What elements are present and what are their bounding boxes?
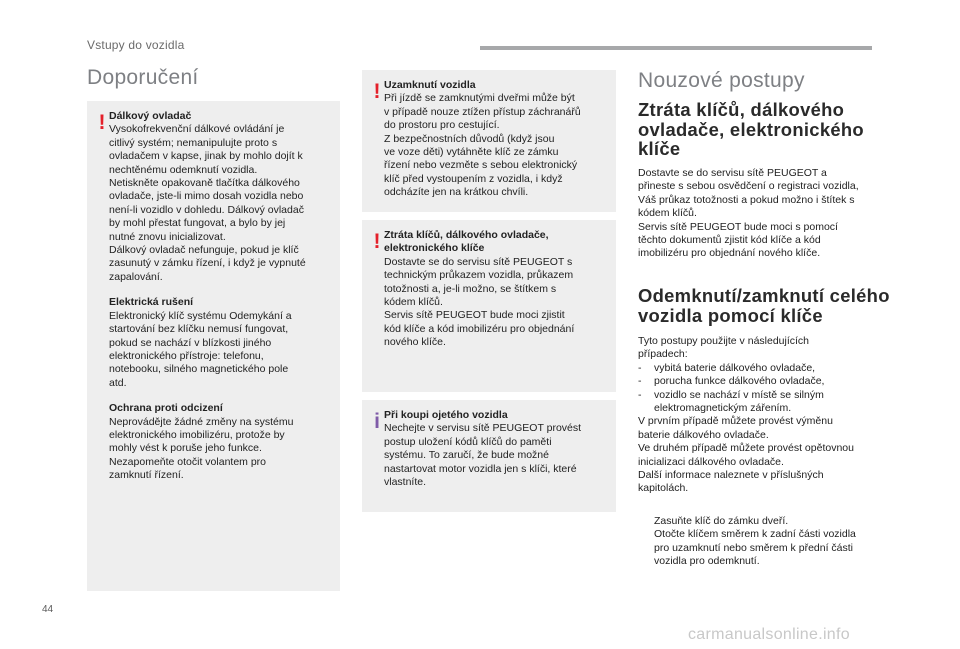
text-line: mohly vést k poruše jeho funkce. (109, 442, 262, 455)
dash-list-item (638, 375, 908, 388)
text-line: Neprovádějte žádné změny na systému (109, 415, 294, 428)
text-line: Při jízdě se zamknutými dveřmi může být (384, 92, 575, 105)
text-line: technickým průkazem vozidla, průkazem (384, 269, 574, 282)
watermark: carmanualsonline.info (688, 626, 850, 643)
step-text (654, 528, 856, 568)
text-line: startování bez klíčku nemusí fungovat, (109, 323, 289, 336)
lock-unlock-paragraph (638, 335, 908, 496)
text-line: Zasuňte klíč do zámku dveří. (654, 515, 789, 527)
text-line: citlivý systém; nemanipulujte proto s (109, 136, 278, 149)
locking-warning-content (384, 79, 608, 200)
dash-item-text (654, 362, 815, 375)
text-line: elektromagnetickým zářením. (654, 402, 792, 415)
text-line: kódem klíčů. (384, 296, 443, 309)
dash-marker: - (638, 388, 642, 401)
text-line: klíč před vystoupením z vozidla, i když (384, 172, 563, 185)
heading-lost-keys: Ztráta klíčů, dálkového ovladače, elektronického klíče (638, 99, 864, 159)
text-line: do prostoru pro cestující. (384, 119, 500, 132)
text-line: Nechejte v servisu sítě PEUGEOT provést (384, 422, 582, 435)
dash-list-item (638, 362, 908, 375)
text-line: inicializaci dálkového ovladače. (638, 455, 784, 468)
info-icon: i (374, 410, 380, 433)
recommendation-heading: Dálkový ovladač (109, 110, 192, 122)
text-line: Váš průkaz totožnosti a pokud možno i štítek s (638, 193, 855, 206)
locking-heading: Uzamknutí vozidla (384, 79, 476, 91)
recommendation-block (109, 296, 332, 390)
running-header: Vstupy do vozidla (87, 38, 185, 52)
heading-lock-unlock: Odemknutí/zamknutí celého vozidla pomocí klíče (638, 285, 890, 326)
recommendation-heading: Ochrana proti odcizení (109, 402, 223, 415)
text-line: porucha funkce dálkového ovladače, (654, 375, 825, 388)
text-line: pro uzamknutí nebo směrem k přední části (654, 541, 854, 554)
text-line: Netiskněte opakovaně tlačítka dálkového (109, 177, 300, 190)
recommendations-content (109, 110, 332, 495)
text-line: atd. (109, 376, 127, 389)
text-line: elektronického přístroje: telefonu, (109, 349, 264, 362)
text-line: systému. To zaručí, že bude možné (384, 449, 549, 462)
text-line: postup uložení kódů klíčů do paměti (384, 435, 552, 448)
recommendation-heading: Elektrická rušení (109, 296, 194, 309)
text-line: přineste s sebou osvědčení o registraci vozidla, (638, 180, 859, 193)
text-line: V prvním případě můžete provést výměnu (638, 415, 833, 428)
text-line: Z bezpečnostních důvodů (když jsou (384, 132, 555, 145)
lost-keys-heading-line1: Ztráta klíčů, dálkového ovladače, (384, 229, 549, 241)
text-line: Tyto postupy použijte v následujících (638, 335, 810, 347)
text-line: v případě nouze ztížen přístup záchranářů (384, 105, 581, 118)
text-line: kapitolách. (638, 482, 689, 495)
text-line: zamknutí řízení. (109, 469, 184, 482)
text-line: ve voze děti) vytáhněte klíč ze zámku (384, 146, 559, 159)
step-arrow-icon (638, 515, 654, 528)
text-line: Dálkový ovladač nefunguje, pokud je klíč (109, 244, 299, 257)
text-line: totožnosti a, je-li možno, se štítkem s (384, 282, 557, 295)
section-title-recommendations: Doporučení (87, 66, 199, 89)
text-line: ovladače, jste-li mimo dosah vozidla nebo (109, 190, 304, 203)
lost-keys-warning-content (384, 229, 608, 350)
text-line: notebooku, silného magnetického pole (109, 363, 289, 376)
step-arrow-icon (638, 528, 654, 568)
text-line: těchto dokumentů zjistit kód klíče a kód (638, 234, 821, 247)
text-line: vozidlo se nachází v místě se silným (654, 388, 824, 401)
header-rule (480, 46, 872, 50)
text-line: Dostavte se do servisu sítě PEUGEOT a (638, 167, 827, 179)
text-line: řízení nebo vezměte s sebou elektronický (384, 159, 578, 172)
recommendation-block (109, 402, 332, 482)
text-line: Ve druhém případě můžete provést opětovnou (638, 442, 854, 455)
warning-icon: ! (373, 230, 381, 253)
text-line: odcházíte jen na krátkou chvíli. (384, 186, 529, 199)
text-line: by mohl přestat fungovat, a bylo by jej (109, 217, 286, 230)
text-line: elektronického imobilizéru, protože by (109, 428, 285, 441)
text-line: vybitá baterie dálkového ovladače, (654, 361, 816, 374)
recommendations-box (87, 101, 340, 591)
text-line: Elektronický klíč systému Odemykání a (109, 309, 292, 322)
dash-marker: - (638, 375, 642, 388)
warning-icon: ! (98, 111, 106, 134)
text-line: případech: (638, 348, 688, 361)
text-line: Vysokofrekvenční dálkové ovládání je (109, 123, 285, 136)
text-line: pokud se nachází v blízkosti jiného (109, 336, 272, 349)
lost-keys-warning-box (362, 220, 616, 392)
text-line: Servis sítě PEUGEOT bude moci s pomocí (638, 220, 838, 233)
step-item (638, 528, 908, 568)
dash-list-item (638, 389, 908, 416)
used-vehicle-content (384, 409, 608, 489)
step-text (654, 515, 788, 528)
text-line: nutné znovu inicializovat. (109, 230, 226, 243)
text-line: Otočte klíčem směrem k zadní části vozidla (654, 528, 856, 541)
text-line: Servis sítě PEUGEOT bude moci zjistit (384, 309, 565, 322)
dash-marker: - (638, 361, 642, 374)
dash-item-text (654, 389, 824, 416)
text-line: zasunutý v zámku řízení, i když je vypnuté (109, 257, 306, 270)
text-line: baterie dálkového ovladače. (638, 428, 769, 441)
used-vehicle-info-box (362, 400, 616, 512)
lost-keys-paragraph (638, 167, 898, 261)
section-title-emergency: Nouzové postupy (638, 69, 805, 92)
text-line: vlastníte. (384, 476, 427, 489)
lost-keys-heading-line2: elektronického klíče (384, 242, 485, 255)
lock-unlock-steps (638, 515, 908, 569)
text-line: imobilizéru pro objednání nového klíče. (638, 247, 821, 260)
text-line: nastartovat motor vozidla jen s klíči, které (384, 462, 577, 475)
text-line: není-li vozidlo v dohledu. Dálkový ovladač (109, 203, 304, 216)
step-item (638, 515, 908, 528)
dash-item-text (654, 375, 824, 388)
text-line: Další informace naleznete v příslušných (638, 469, 824, 482)
text-line: ovladačem v kapse, jinak by mohlo dojít k (109, 150, 303, 163)
locking-warning-box (362, 70, 616, 212)
text-line: Dostavte se do servisu sítě PEUGEOT s (384, 255, 573, 268)
recommendation-block (109, 110, 332, 284)
text-line: nového klíče. (384, 336, 446, 349)
text-line: kód klíče a kód imobilizéru pro objednání (384, 322, 575, 335)
text-line: kódem klíčů. (638, 207, 697, 220)
used-vehicle-heading: Při koupi ojetého vozidla (384, 409, 508, 421)
text-line: Nezapomeňte otočit volantem pro (109, 455, 267, 468)
text-line: vozidla pro odemknutí. (654, 555, 760, 568)
page-number: 44 (42, 604, 54, 615)
text-line: zapalování. (109, 270, 163, 283)
warning-icon: ! (373, 80, 381, 103)
text-line: nechtěnému odemknutí vozidla. (109, 163, 258, 176)
